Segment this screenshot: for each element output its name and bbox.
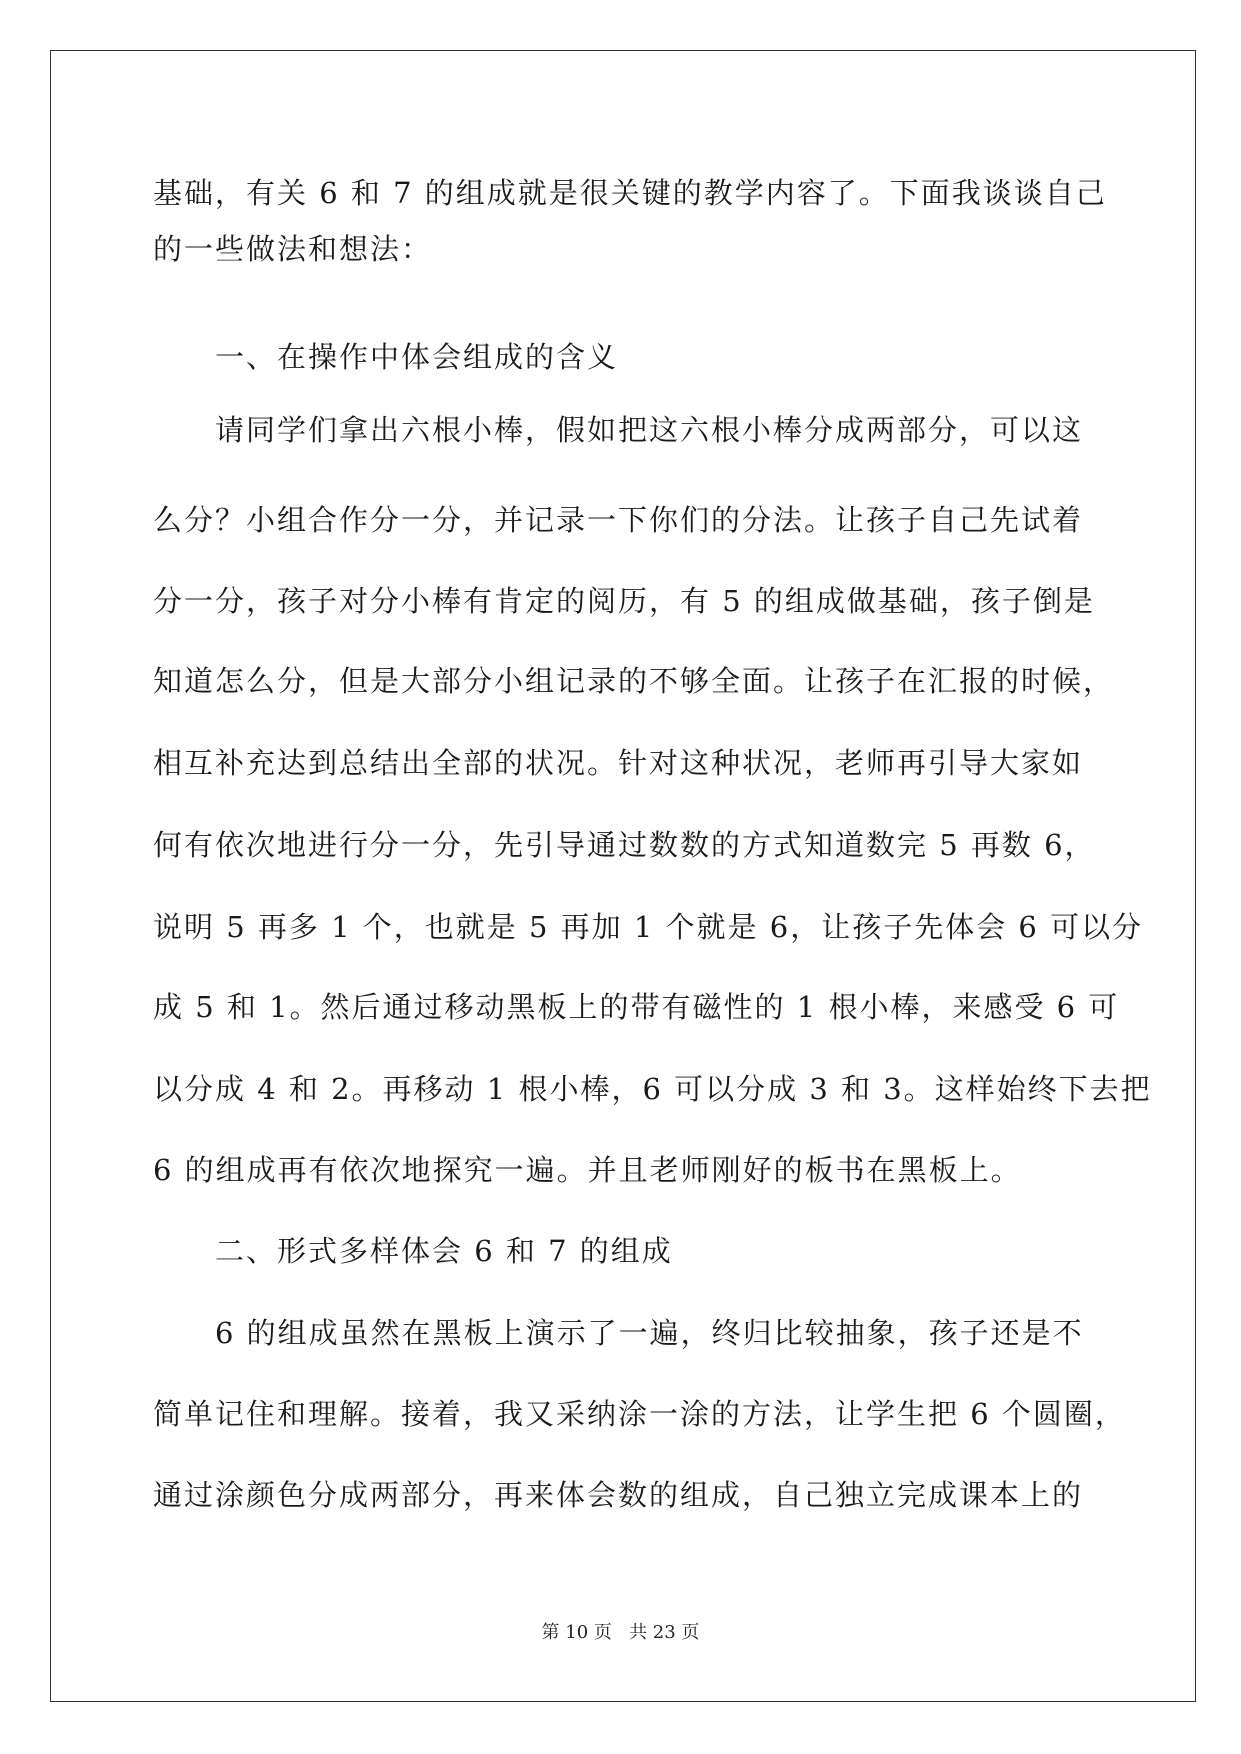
text-line: 知道怎么分，但是大部分小组记录的不够全面。让孩子在汇报的时候， xyxy=(153,664,1115,698)
text-line: 以分成 4 和 2。再移动 1 根小棒，6 可以分成 3 和 3。这样始终下去把 xyxy=(153,1072,1152,1106)
section-heading: 一、在操作中体会组成的含义 xyxy=(215,340,619,374)
text-line: 说明 5 再多 1 个，也就是 5 再加 1 个就是 6，让孩子先体会 6 可以分 xyxy=(153,910,1144,944)
page-total: 共 23 页 xyxy=(629,1622,700,1643)
text-line: 成 5 和 1。然后通过移动黑板上的带有磁性的 1 根小棒，来感受 6 可 xyxy=(153,990,1120,1024)
text-line: 么分？小组合作分一分，并记录一下你们的分法。让孩子自己先试着 xyxy=(153,503,1084,537)
page-number: 第 10 页 xyxy=(541,1622,612,1643)
page-border xyxy=(50,50,1196,1702)
text-line: 分一分，孩子对分小棒有肯定的阅历，有 5 的组成做基础，孩子倒是 xyxy=(153,584,1095,618)
text-line: 请同学们拿出六根小棒，假如把这六根小棒分成两部分，可以这 xyxy=(215,413,1084,447)
page-footer xyxy=(0,1622,1241,1644)
section-heading: 二、形式多样体会 6 和 7 的组成 xyxy=(215,1234,673,1268)
text-line: 6 的组成虽然在黑板上演示了一遍，终归比较抽象，孩子还是不 xyxy=(215,1316,1084,1350)
text-line: 的一些做法和想法： xyxy=(153,232,433,266)
text-line: 何有依次地进行分一分，先引导通过数数的方式知道数完 5 再数 6， xyxy=(153,828,1096,862)
text-line: 相互补充达到总结出全部的状况。针对这种状况，老师再引导大家如 xyxy=(153,746,1084,780)
text-line: 6 的组成再有依次地探究一遍。并且老师刚好的板书在黑板上。 xyxy=(153,1153,1022,1187)
text-line: 基础，有关 6 和 7 的组成就是很关键的教学内容了。下面我谈谈自己 xyxy=(153,176,1107,210)
text-line: 简单记住和理解。接着，我又采纳涂一涂的方法，让学生把 6 个圆圈， xyxy=(153,1397,1126,1431)
text-line: 通过涂颜色分成两部分，再来体会数的组成，自己独立完成课本上的 xyxy=(153,1478,1084,1512)
